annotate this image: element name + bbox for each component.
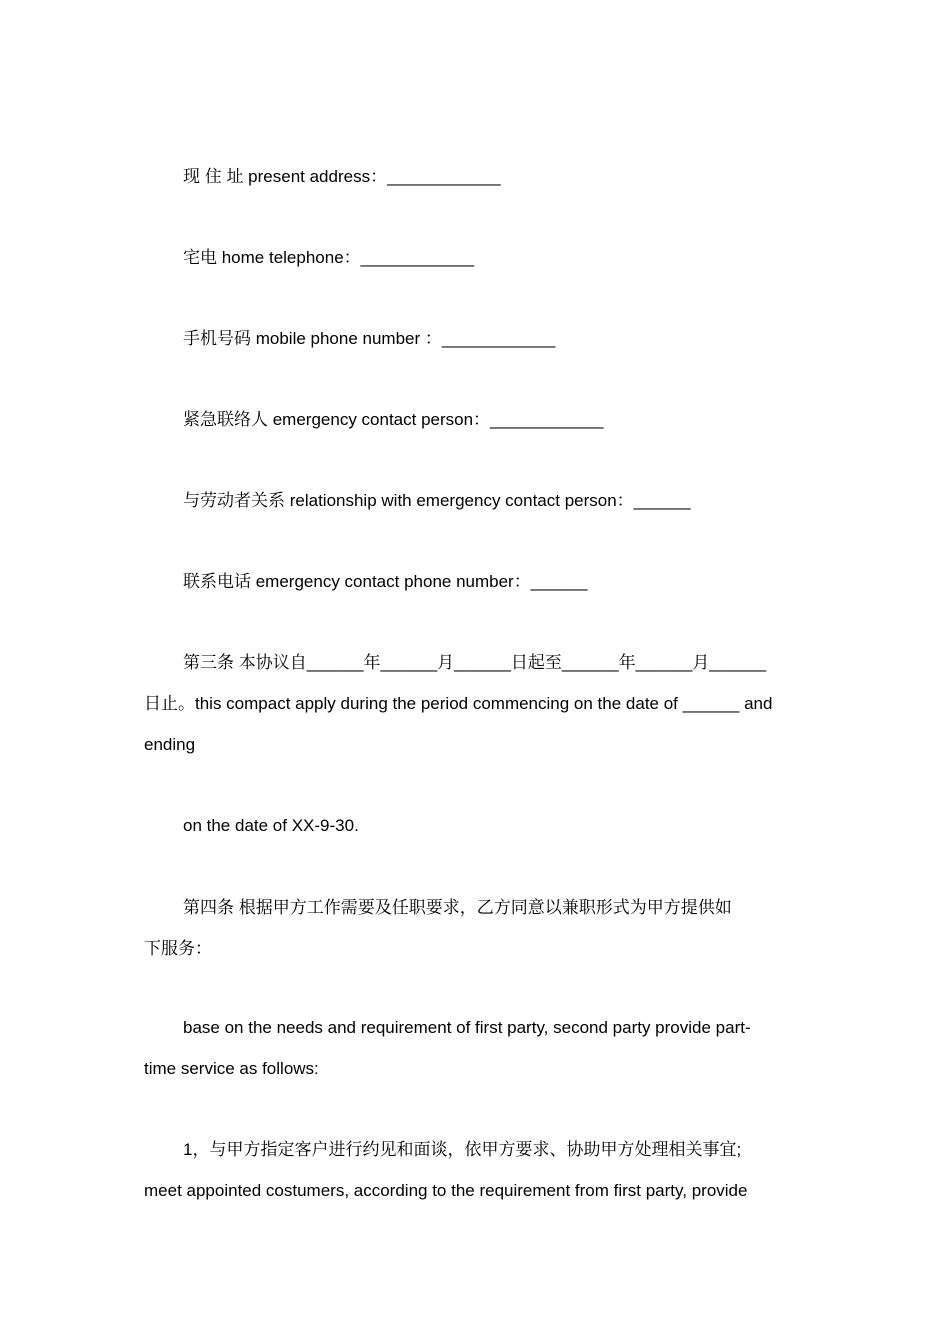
emergency-contact-phone-field: 联系电话 emergency contact phone number：______ <box>183 572 588 591</box>
emergency-contact-relationship-field: 与劳动者关系 relationship with emergency contact person：______ <box>183 491 691 510</box>
article3-line: on the date of XX-9-30. <box>183 816 359 835</box>
article4-line: 下服务： <box>144 939 212 958</box>
mobile-phone-field: 手机号码 mobile phone number ：____________ <box>183 329 556 348</box>
home-telephone-field: 宅电 home telephone：____________ <box>183 248 475 267</box>
emergency-contact-person-field: 紧急联络人 emergency contact person：____________ <box>183 410 604 429</box>
article4-line: base on the needs and requirement of first party, second party provide part- <box>183 1018 751 1037</box>
article4-line: 第四条 根据甲方工作需要及任职要求，乙方同意以兼职形式为甲方提供如 <box>183 898 732 917</box>
item1-line: meet appointed costumers, according to the requirement from first party, provide <box>144 1181 748 1200</box>
article3-line: 第三条 本协议自______年______月______日起至______年______月______ <box>183 653 767 672</box>
article3-line: 日止。this compact apply during the period commencing on the date of ______ and <box>144 694 773 713</box>
present-address-field: 现 住 址 present address：____________ <box>183 167 501 186</box>
item1-line: 1，与甲方指定客户进行约见和面谈，依甲方要求、协助甲方处理相关事宜; <box>183 1140 742 1159</box>
article4-line: time service as follows: <box>144 1059 319 1078</box>
article3-line: ending <box>144 735 196 754</box>
